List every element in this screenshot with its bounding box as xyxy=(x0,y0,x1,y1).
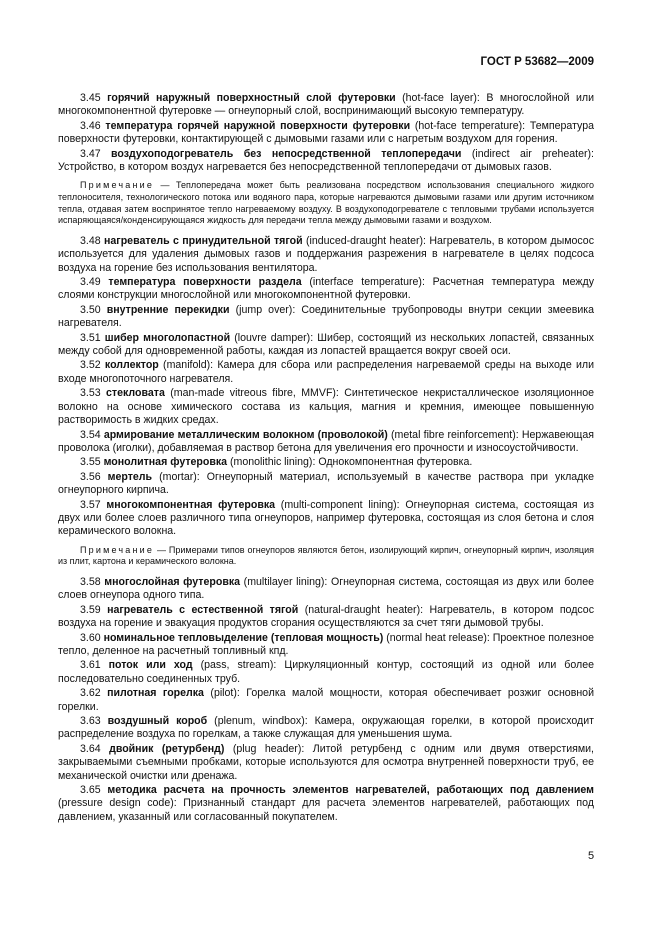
entry-number: 3.53 xyxy=(80,387,101,400)
entry-definition: (mortar): Огнеупорный материал, используемый в качестве раствора при укладке огнеупорного кирпича. xyxy=(58,470,594,497)
term-entry xyxy=(58,387,594,427)
entry-number: 3.57 xyxy=(80,498,101,511)
entry-term: поток или ход xyxy=(108,659,193,672)
entry-definition: (multi-component lining): Огнеупорная система, состоящая из двух или более слоев различного типа огнеупоров, например футеровка, состоящая из слоя бетона и слоя керамического волокна. xyxy=(58,498,594,538)
entry-term: нагреватель с принудительной тягой xyxy=(104,234,303,247)
entry-definition: (manifold): Камера для сбора или распределения нагреваемой среды на выходе или входе многопоточного нагревателя. xyxy=(58,359,594,385)
entry-number: 3.55 xyxy=(80,456,101,469)
term-entry xyxy=(58,120,594,147)
entry-number: 3.62 xyxy=(80,687,101,700)
entry-definition: (natural-draught heater): Нагреватель, в котором подсос воздуха на горение и эвакуация продуктов сгорания осуществляются за счет тяги дымовой трубы. xyxy=(58,603,594,630)
entry-term: мертель xyxy=(107,470,153,483)
entry-definition: (multilayer lining): Огнеупорная система, состоящая из двух или более слоев огнеупора одного типа. xyxy=(58,575,594,602)
entry-number: 3.48 xyxy=(80,234,101,247)
entry-term: коллектор xyxy=(104,359,159,372)
entry-definition: (louvre damper): Шибер, состоящий из нескольких лопастей, связанных между собой для одновременной работы, каждая из лопастей вращается вокруг своей оси. xyxy=(58,331,594,358)
entry-definition: (hot-face temperature): Температура поверхности футеровки, контактирующей с дымовыми газами или с нагретым воздухом для горения. xyxy=(58,119,594,146)
entry-definition: (plenum, windbox): Камера, окружающая горелки, в которой происходит распределение воздуха по горелкам, а также служащая для уменьшения шума. xyxy=(58,715,594,741)
entry-number: 3.51 xyxy=(80,331,101,344)
entry-definition: (pass, stream): Циркуляционный контур, состоящий из одной или более последовательно соединенных труб. xyxy=(58,659,594,685)
entry-definition: (normal heat release): Проектное полезное тепло, деленное на расчетный топливный кпд. xyxy=(58,631,594,657)
entry-term: номинальное тепловыделение (тепловая мощность) xyxy=(103,631,384,644)
entry-term: воздухоподогреватель без непосредственной теплопередачи xyxy=(111,147,462,160)
note xyxy=(58,545,594,568)
entry-definition: (pilot): Горелка малой мощности, которая обеспечивает розжиг основной горелки. xyxy=(58,687,594,713)
term-entry xyxy=(58,604,594,631)
entry-term: монолитная футеровка xyxy=(103,456,228,469)
entry-definition: (indirect air preheater): Устройство, в котором воздух нагревается без непосредственной теплопередачи от дымовых газов. xyxy=(58,147,594,174)
term-entry xyxy=(58,304,594,331)
entry-term: внутренние перекидки xyxy=(106,303,230,316)
entry-number: 3.60 xyxy=(80,631,101,644)
term-entry xyxy=(58,715,594,742)
entry-term: температура горячей наружной поверхности футеровки xyxy=(105,119,411,132)
entry-number: 3.63 xyxy=(80,715,101,727)
entry-number: 3.45 xyxy=(80,92,101,104)
entry-term: воздушный короб xyxy=(107,715,208,727)
entry-term: пилотная горелка xyxy=(107,687,204,700)
term-entry xyxy=(58,148,594,175)
term-entry xyxy=(58,784,594,824)
entry-term: двойник (ретурбенд) xyxy=(109,742,225,755)
note-text: — Теплопередача может быть реализована посредством использования специального жидкого теплоносителя, технологического потока или водяного пара, которые нагреваются дымовыми газами или другим источником тепла, отдавая затем воспринятое тепло нагреваемому воздуху. В воздухоподогревателе с тепловыми трубами используется испаряющаяся/конденсирующаяся жидкость для передачи тепла между дымовыми газами и воздухом. xyxy=(58,180,594,226)
term-entry xyxy=(58,471,594,498)
entry-number: 3.58 xyxy=(80,575,101,588)
entry-number: 3.56 xyxy=(80,470,101,483)
entry-number: 3.64 xyxy=(80,742,101,755)
entry-number: 3.59 xyxy=(80,603,101,616)
entry-term: горячий наружный поверхностный слой футеровки xyxy=(107,92,396,104)
term-entry xyxy=(58,659,594,686)
term-entry xyxy=(58,456,594,469)
note-label: Примечание xyxy=(80,544,155,555)
entry-term: стекловата xyxy=(106,387,165,400)
entry-definition: (induced-draught heater): Нагреватель, в котором дымосос используется для удаления дымовых газов и поддержания разрежения в нагревателе в целях подсоса воздуха на горение без использования вентилятора. xyxy=(58,234,594,274)
entry-number: 3.47 xyxy=(80,147,101,160)
entry-definition: (metal fibre reinforcement): Нержавеющая проволока (иголки), добавляемая в раствор бетона для увеличения его прочности и износоустойчивости. xyxy=(58,428,594,454)
entry-number: 3.65 xyxy=(80,784,101,797)
term-entry xyxy=(58,92,594,119)
entry-definition: (interface temperature): Расчетная температура между слоями конструкции многослойной или многокомпонентной футеровки. xyxy=(58,276,594,302)
term-entry xyxy=(58,743,594,783)
note xyxy=(58,180,594,226)
entry-term: армирование металлическим волокном (проволокой) xyxy=(103,428,388,441)
term-entry xyxy=(58,499,594,539)
entry-term: многокомпонентная футеровка xyxy=(106,498,276,511)
term-entry xyxy=(58,359,594,386)
entry-number: 3.46 xyxy=(80,119,101,132)
term-entry xyxy=(58,687,594,714)
term-entry xyxy=(58,276,594,303)
term-entry xyxy=(58,632,594,659)
term-entry xyxy=(58,235,594,275)
term-entry xyxy=(58,576,594,603)
entry-term: температура поверхности раздела xyxy=(108,276,302,289)
entry-definition: (jump over): Соединительные трубопроводы внутри секции змеевика нагревателя. xyxy=(58,303,594,330)
entry-term: многослойная футеровка xyxy=(104,575,241,588)
entry-term: нагреватель с естественной тягой xyxy=(107,603,299,616)
note-text: — Примерами типов огнеупоров являются бетон, изолирующий кирпич, огнеупорный кирпич, изоляция из плит, картона и керамического волокна. xyxy=(58,544,594,567)
entry-definition: (plug header): Литой ретурбенд с одним или двумя отверстиями, закрываемыми съемными пробками, которые используются для осмотра внутренней поверхности труб, ее механической очистки или дренажа. xyxy=(58,742,594,782)
entry-number: 3.50 xyxy=(80,303,101,316)
entry-definition: (monolithic lining): Однокомпонентная футеровка. xyxy=(227,456,473,469)
entry-number: 3.54 xyxy=(80,428,101,441)
entry-definition: (pressure design code): Признанный стандарт для расчета элементов нагревателей, работающих под давлением, указанный или согласованный покупателем. xyxy=(58,797,594,823)
term-entry xyxy=(58,332,594,359)
entry-term: шибер многолопастной xyxy=(104,331,231,344)
entry-number: 3.61 xyxy=(80,659,101,672)
entry-term: методика расчета на прочность элементов нагревателей, работающих под давлением xyxy=(107,784,594,797)
entry-definition: (hot-face layer): В многослойной или многокомпонентной футеровке — огнеупорный слой, воспринимающий высокую температуру. xyxy=(58,92,594,118)
term-entry xyxy=(58,429,594,456)
document-header: ГОСТ Р 53682—2009 xyxy=(480,56,594,68)
page-number: 5 xyxy=(588,850,595,862)
entry-definition: (man-made vitreous fibre, MMVF): Синтетическое некристаллическое изоляционное волокно на основе химического состава из кальция, магния и кремния, имеющее повышенную растворимость в жидких средах. xyxy=(58,387,594,427)
document-body xyxy=(58,92,594,825)
entry-number: 3.52 xyxy=(80,359,101,372)
entry-number: 3.49 xyxy=(80,276,101,289)
note-label: Примечание xyxy=(80,180,155,191)
